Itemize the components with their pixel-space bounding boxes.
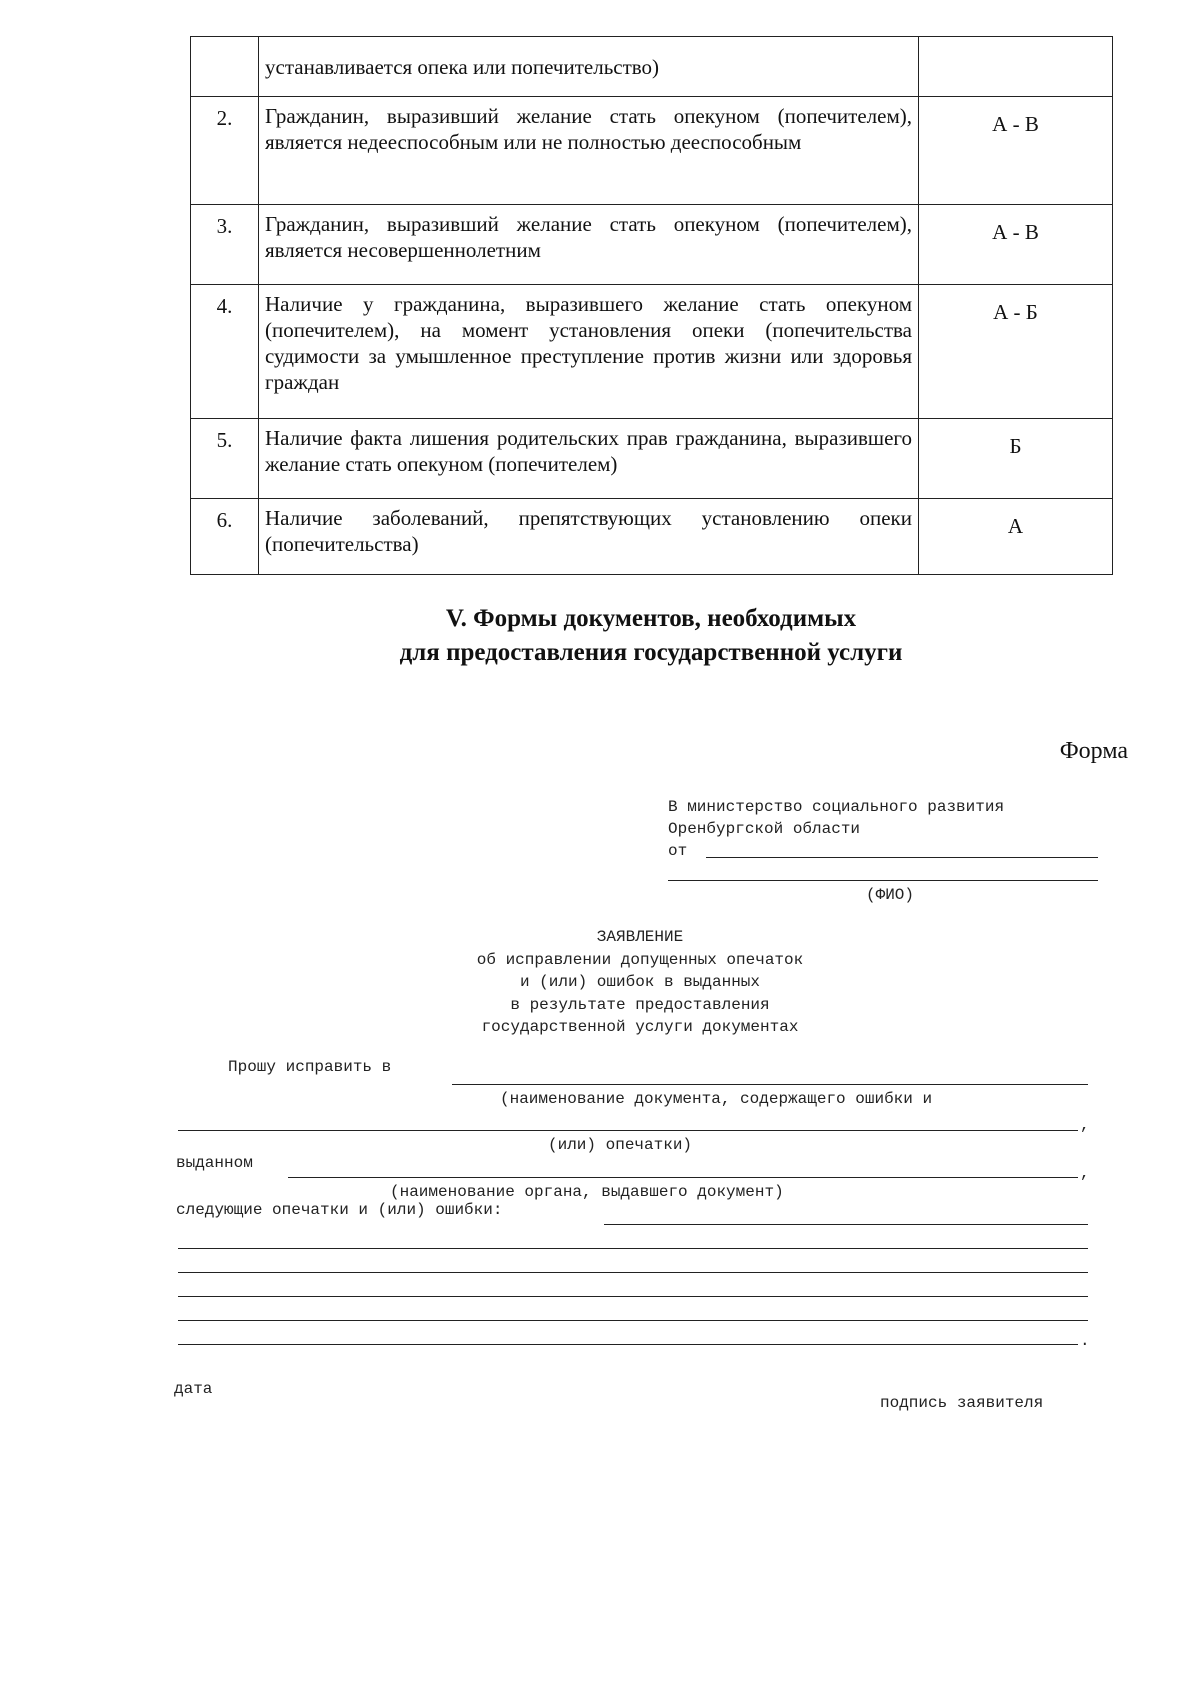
from-fill-line-2[interactable]: [668, 880, 1098, 881]
table-row: [191, 419, 1113, 499]
section-title-line1: V. Формы документов, необходимых: [445, 605, 857, 632]
errors-label: следующие опечатки и (или) ошибки:: [176, 1201, 503, 1219]
from-fill-line[interactable]: [706, 857, 1098, 858]
errors-line-3[interactable]: [178, 1272, 1088, 1273]
request-label: Прошу исправить в: [228, 1058, 392, 1076]
row-number: 3.: [191, 205, 259, 285]
row-code: А - В: [919, 205, 1113, 285]
line-comma: ,: [1080, 1164, 1090, 1182]
table-row: [191, 37, 1113, 97]
addressee-line2: Оренбургской области: [668, 820, 861, 838]
line-period: .: [1080, 1332, 1090, 1350]
statement-subtitle-2: и (или) ошибок в выданных: [519, 973, 761, 991]
document-name-caption-2: (или) опечатки): [548, 1136, 693, 1154]
row-number: 4.: [191, 285, 259, 419]
row-text: Гражданин, выразивший желание стать опекуном (попечителем), является недееспособным или не полностью дееспособным: [259, 97, 919, 205]
statement-subtitle-1: об исправлении допущенных опечаток: [476, 950, 804, 969]
table-row: [191, 499, 1113, 575]
section-title: [190, 602, 1112, 670]
fio-caption: (ФИО): [866, 886, 915, 904]
errors-line-5[interactable]: [178, 1320, 1088, 1321]
errors-line-4[interactable]: [178, 1296, 1088, 1297]
row-text: устанавливается опека или попечительство): [259, 37, 919, 97]
statement-heading: [360, 926, 920, 1039]
document-name-line[interactable]: [452, 1084, 1088, 1085]
row-code: А - В: [919, 97, 1113, 205]
row-code: А - Б: [919, 285, 1113, 419]
row-number: [191, 37, 259, 97]
document-name-line-2[interactable]: [178, 1130, 1078, 1131]
statement-subtitle-3: в результате предоставления: [510, 995, 770, 1014]
addressee-block: [668, 796, 1098, 862]
form-label: Форма: [1059, 738, 1128, 764]
row-code: [919, 37, 1113, 97]
issuing-organ-caption: (наименование органа, выдавшего документ): [390, 1183, 784, 1201]
refusal-grounds-table: [190, 36, 1113, 575]
errors-line-6[interactable]: [178, 1344, 1078, 1345]
section-title-line2: для предоставления государственной услуги: [399, 639, 903, 666]
issuing-organ-line[interactable]: [288, 1177, 1078, 1178]
signature-label: подпись заявителя: [880, 1394, 1044, 1412]
row-text: Гражданин, выразивший желание стать опекуном (попечителем), является несовершеннолетним: [259, 205, 919, 285]
addressee-line1: В министерство социального развития: [668, 798, 1005, 816]
date-label: дата: [174, 1380, 213, 1398]
errors-line-1[interactable]: [604, 1224, 1088, 1225]
row-number: 5.: [191, 419, 259, 499]
statement-subtitle-4: государственной услуги документах: [481, 1018, 799, 1036]
line-comma: ,: [1080, 1116, 1090, 1134]
row-text: Наличие факта лишения родительских прав гражданина, выразившего желание стать опекуном (попечителем): [259, 419, 919, 499]
document-name-caption: (наименование документа, содержащего ошибки и: [500, 1090, 933, 1108]
errors-line-2[interactable]: [178, 1248, 1088, 1249]
table-row: [191, 97, 1113, 205]
table-row: [191, 205, 1113, 285]
addressee-from: [668, 840, 1098, 862]
statement-title: ЗАЯВЛЕНИЕ: [596, 928, 684, 946]
row-number: 2.: [191, 97, 259, 205]
row-text: Наличие заболеваний, препятствующих установлению опеки (попечительства): [259, 499, 919, 575]
table-row: [191, 285, 1113, 419]
row-code: Б: [919, 419, 1113, 499]
row-text: Наличие у гражданина, выразившего желание стать опекуном (попечителем), на момент установления опеки (попечительства судимости за умышленное преступление против жизни или здоровья граждан: [259, 285, 919, 419]
row-number: 6.: [191, 499, 259, 575]
issued-label: выданном: [176, 1154, 253, 1172]
addressee-from-label: от: [668, 842, 688, 860]
row-code: А: [919, 499, 1113, 575]
